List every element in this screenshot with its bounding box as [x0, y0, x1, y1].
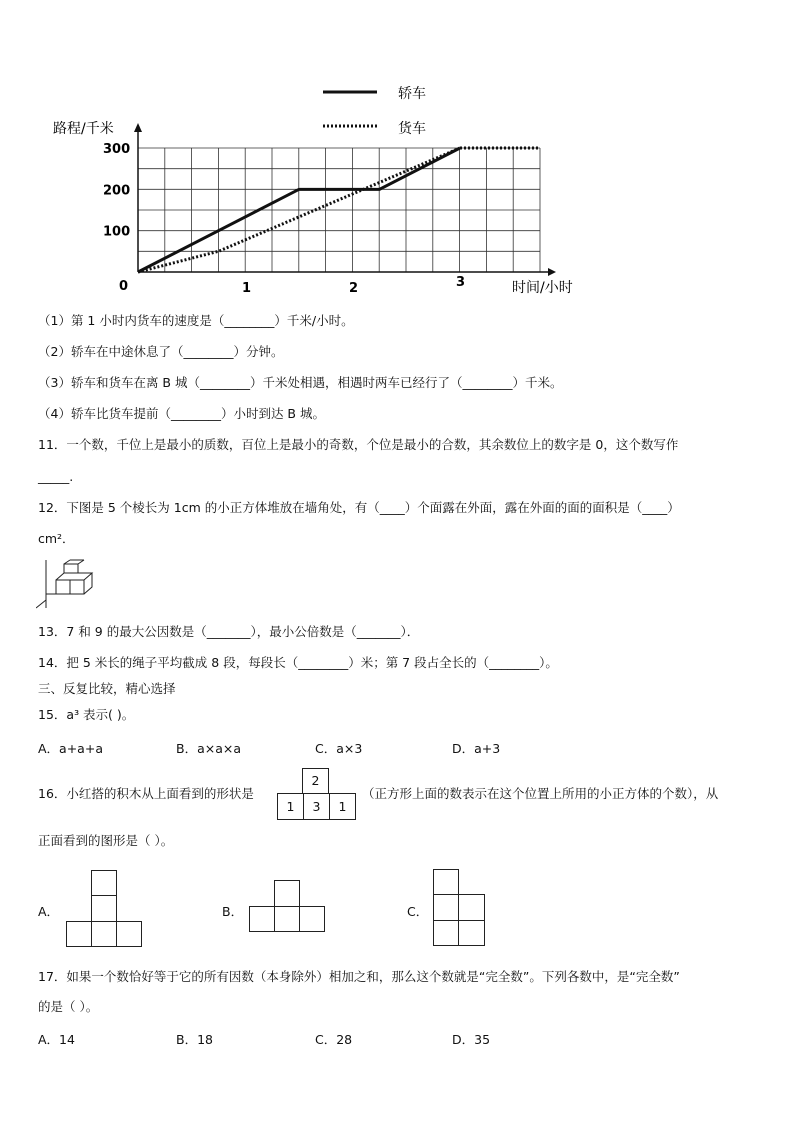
- y-axis-arrow: [134, 123, 142, 132]
- q16-option-b-label: B．: [222, 904, 244, 919]
- chart-legend: [323, 86, 426, 137]
- question-13: 13．7 和 9 的最大公因数是（_______），最小公倍数是（_______）．: [38, 624, 420, 639]
- chart-ticks: [53, 120, 573, 296]
- q16-option-b-figure: [249, 880, 325, 932]
- q15-option-a: A．a+a+a: [38, 741, 103, 756]
- cube-stack-figure: [36, 558, 106, 610]
- y-tick-label: 200: [103, 183, 131, 199]
- q15-option-c: C．a×3: [315, 741, 363, 756]
- question-11-answer-line: _____.: [38, 469, 74, 484]
- x-axis-arrow: [548, 268, 556, 276]
- y-tick-label: 300: [103, 142, 131, 157]
- legend-label-truck: 货车: [398, 121, 426, 137]
- q17-option-a: A．14: [38, 1032, 75, 1047]
- origin-label: 0: [119, 279, 129, 294]
- section-3-heading: 三、反复比较，精心选择: [38, 681, 176, 696]
- sub-question-3: （3）轿车和货车在离 B 城（________）千米处相遇，相遇时两车已经行了（________）千米。: [38, 375, 563, 390]
- x-tick-label: 1: [242, 281, 252, 296]
- q16-option-c-figure: [433, 869, 485, 946]
- travel-line-chart: [0, 0, 794, 300]
- question-17: 17．如果一个数恰好等于它的所有因数（本身除外）相加之和，那么这个数就是“完全数”。下列各数中，是“完全数”: [38, 969, 680, 984]
- q15-option-d: D．a+3: [452, 741, 501, 756]
- y-axis-label: 路程/千米: [53, 121, 114, 137]
- q16-option-c-label: C．: [407, 904, 429, 919]
- question-15: 15．a³ 表示( )。: [38, 707, 135, 722]
- question-11: 11．一个数，千位上是最小的质数，百位上是最小的奇数，个位是最小的合数，其余数位上的数字是 0，这个数写作: [38, 437, 679, 452]
- question-14: 14．把 5 米长的绳子平均截成 8 段，每段长（________）米；第 7 段占全长的（________）。: [38, 655, 558, 670]
- sub-question-2: （2）轿车在中途休息了（________）分钟。: [38, 344, 284, 359]
- q16-option-a-figure: [66, 870, 142, 947]
- q17-option-c: C．28: [315, 1032, 353, 1047]
- sub-question-1: （1）第 1 小时内货车的速度是（________）千米/小时。: [38, 313, 354, 328]
- x-tick-label: 3: [456, 275, 466, 290]
- question-12: 12．下图是 5 个棱长为 1cm 的小正方体堆放在墙角处，有（____）个面露在外面，露在外面的面的面积是（____）: [38, 500, 680, 515]
- q15-option-b: B．a×a×a: [176, 741, 242, 756]
- question-17-second-line: 的是（ ）。: [38, 999, 99, 1014]
- q17-option-d: D．35: [452, 1032, 491, 1047]
- chart-grid: [138, 148, 540, 272]
- top-view-cell: 2: [302, 768, 329, 794]
- top-view-grid: [277, 768, 357, 820]
- x-tick-label: 2: [349, 281, 359, 296]
- question-16-second-line: 正面看到的图形是（ ）。: [38, 833, 174, 848]
- y-tick-label: 100: [103, 224, 131, 240]
- chart-axes: [134, 123, 556, 276]
- question-16-end: （正方形上面的数表示在这个位置上所用的小正方体的个数），从: [362, 786, 719, 801]
- question-12-unit: cm²．: [38, 531, 75, 546]
- sub-question-4: （4）轿车比货车提前（________）小时到达 B 城。: [38, 406, 325, 421]
- x-axis-label: 时间/小时: [512, 280, 573, 296]
- q16-option-a-label: A．: [38, 904, 60, 919]
- top-view-cell: 1: [329, 793, 356, 820]
- top-view-cell: 1: [277, 793, 304, 820]
- q17-option-b: B．18: [176, 1032, 213, 1047]
- legend-label-sedan: 轿车: [398, 86, 426, 102]
- top-view-cell: 3: [303, 793, 330, 820]
- question-16-start: 16．小红搭的积木从上面看到的形状是: [38, 786, 254, 801]
